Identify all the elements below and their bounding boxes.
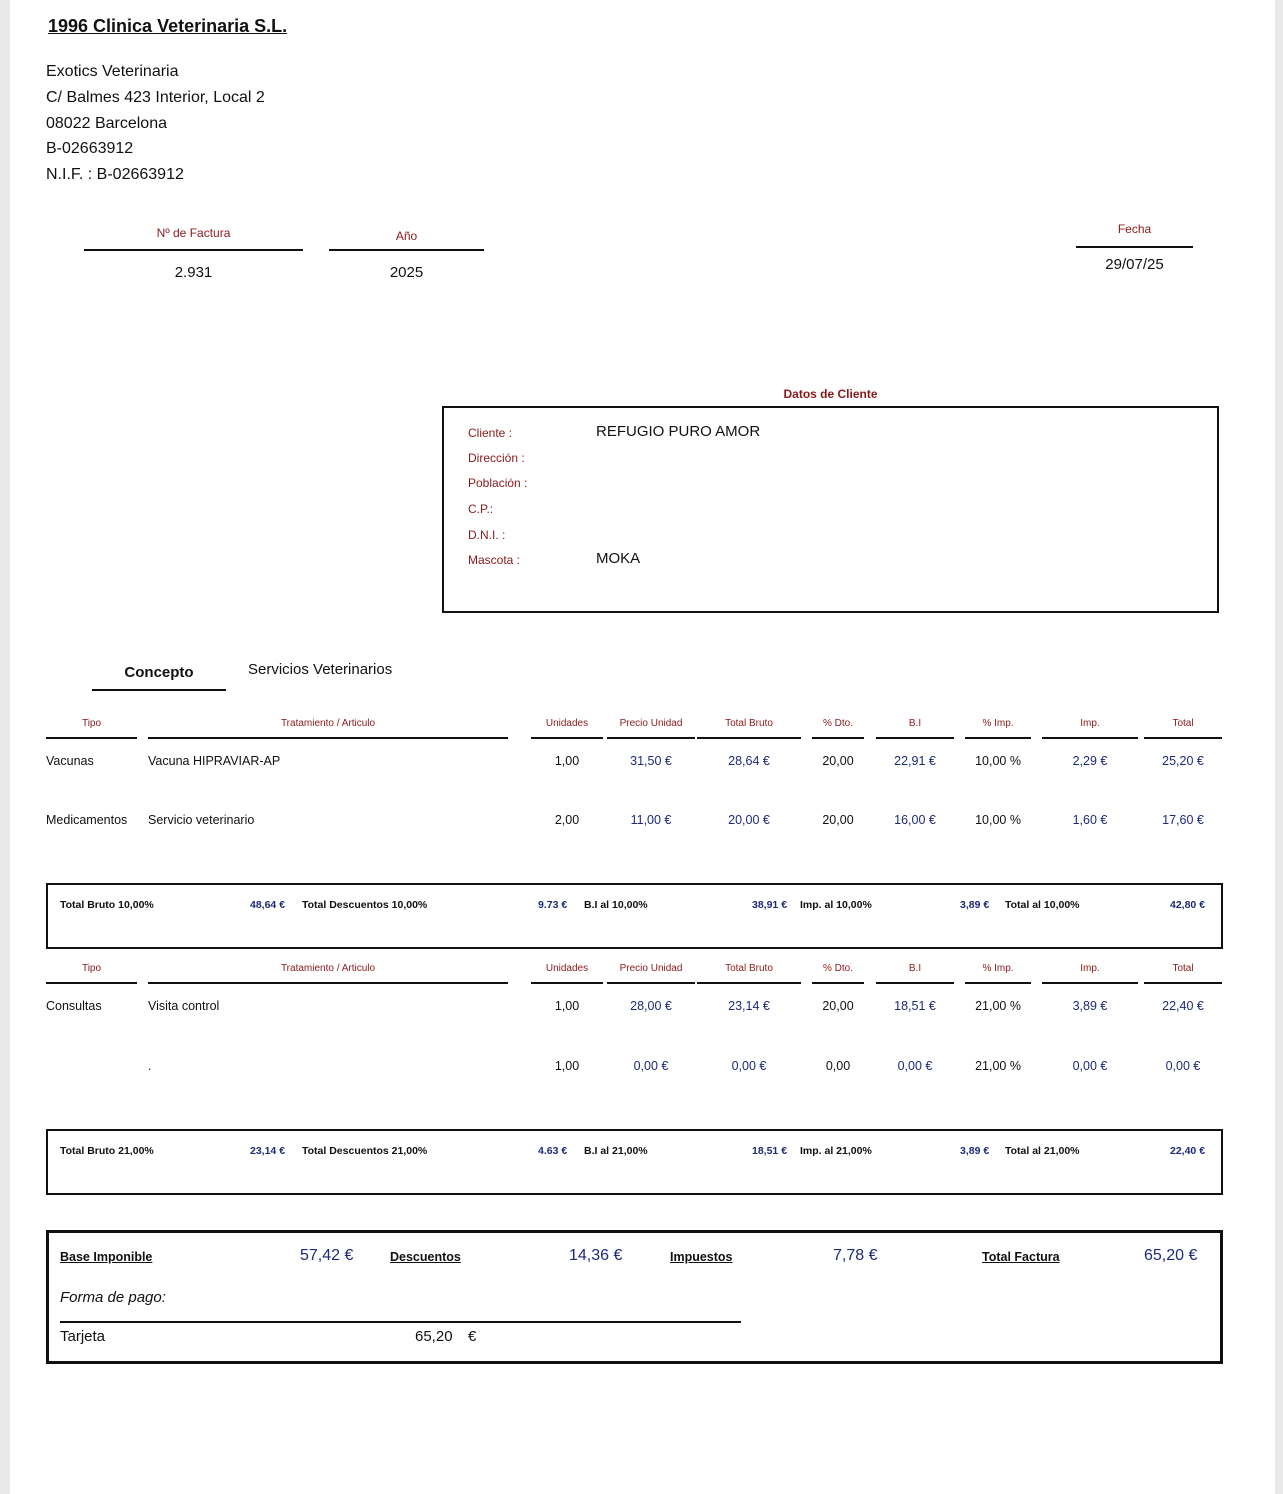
summary-bruto-label: Total Bruto 21,00% — [60, 1145, 154, 1157]
client-section-title: Datos de Cliente — [783, 387, 878, 401]
invoice-date-rule — [1076, 246, 1193, 248]
column-header-rule — [1144, 737, 1222, 739]
table-cell: 20,00 — [822, 754, 854, 768]
company-line: 08022 Barcelona — [46, 115, 167, 132]
table-cell: 21,00 % — [975, 1059, 1021, 1073]
client-name: REFUGIO PURO AMOR — [596, 423, 761, 440]
table-cell: Consultas — [46, 999, 102, 1013]
summary-bi-label: B.I al 21,00% — [584, 1145, 648, 1157]
descuentos-label: Descuentos — [390, 1250, 461, 1264]
table-cell: Visita control — [148, 999, 220, 1013]
table-cell: 10,00 % — [975, 754, 1021, 768]
summary-bi-value: 38,91 € — [752, 899, 788, 911]
table-cell: 28,00 € — [630, 999, 672, 1013]
column-header-rule — [876, 982, 954, 984]
payment-method: Tarjeta — [60, 1328, 106, 1345]
table-cell: 0,00 € — [633, 1059, 669, 1073]
impuestos-label: Impuestos — [670, 1250, 733, 1264]
impuestos-value: 7,78 € — [833, 1247, 878, 1264]
summary-bruto-label: Total Bruto 10,00% — [60, 899, 154, 911]
column-header-rule — [697, 737, 801, 739]
column-header-rule — [1042, 737, 1138, 739]
column-header: Total — [1172, 963, 1194, 974]
column-header-rule — [148, 982, 508, 984]
table-cell: 22,91 € — [894, 754, 936, 768]
concept-label: Concepto — [124, 664, 194, 681]
column-header-rule — [46, 982, 137, 984]
table-cell: Vacuna HIPRAVIAR-AP — [148, 754, 281, 768]
summary-descuentos-label: Total Descuentos 21,00% — [302, 1145, 428, 1157]
column-header: Tipo — [81, 718, 102, 729]
table-cell: 1,00 — [554, 754, 580, 768]
summary-descuentos-value: 4.63 € — [538, 1145, 568, 1157]
summary-bi-label: B.I al 10,00% — [584, 899, 648, 911]
invoice-date-label: Fecha — [1117, 222, 1152, 236]
column-header: Unidades — [545, 718, 589, 729]
table-cell: 2,29 € — [1072, 754, 1108, 768]
column-header: Tipo — [81, 963, 102, 974]
column-header-rule — [148, 737, 508, 739]
column-header: Precio Unidad — [619, 718, 683, 729]
city-label: Población : — [468, 476, 528, 490]
table-cell: 1,00 — [554, 1059, 580, 1073]
group-summary-box — [46, 1129, 1223, 1195]
table-cell: 11,00 € — [630, 813, 672, 827]
column-header-rule — [876, 737, 954, 739]
table-cell: 0,00 € — [731, 1059, 767, 1073]
invoice-date: 29/07/25 — [1105, 256, 1164, 273]
table-cell: 20,00 — [822, 999, 854, 1013]
column-header-rule — [531, 737, 603, 739]
column-header: Total — [1172, 718, 1194, 729]
invoice-year: 2025 — [389, 264, 424, 281]
column-header: % Imp. — [982, 718, 1014, 729]
table-cell: 22,40 € — [1162, 999, 1204, 1013]
company-line: N.I.F. : B-02663912 — [46, 166, 184, 183]
total-factura-label: Total Factura — [982, 1250, 1060, 1264]
base-imponible-value: 57,42 € — [300, 1247, 354, 1264]
table-cell: 0,00 — [825, 1059, 851, 1073]
table-cell: 23,14 € — [728, 999, 770, 1013]
address-label: Dirección : — [468, 451, 525, 465]
column-header-rule — [46, 737, 137, 739]
summary-descuentos-value: 9.73 € — [538, 899, 568, 911]
pet-name: MOKA — [596, 550, 641, 567]
postal-code-label: C.P.: — [468, 502, 494, 516]
total-factura-value: 65,20 € — [1144, 1247, 1198, 1264]
table-cell: 17,60 € — [1162, 813, 1204, 827]
table-cell: 31,50 € — [630, 754, 672, 768]
column-header: % Dto. — [822, 718, 853, 729]
column-header: % Dto. — [822, 963, 853, 974]
column-header-rule — [812, 737, 864, 739]
descuentos-value: 14,36 € — [569, 1247, 623, 1264]
invoice-year-rule — [329, 249, 484, 251]
column-header-rule — [1042, 982, 1138, 984]
table-cell: 16,00 € — [894, 813, 936, 827]
column-header: Total Bruto — [725, 963, 773, 974]
company-line: C/ Balmes 423 Interior, Local 2 — [46, 89, 265, 106]
client-label: Cliente : — [468, 426, 513, 440]
column-header: Precio Unidad — [619, 963, 683, 974]
summary-bi-value: 18,51 € — [752, 1145, 788, 1157]
table-cell: 0,00 € — [1072, 1059, 1108, 1073]
dni-label: D.N.I. : — [468, 528, 506, 542]
company-title: 1996 Clinica Veterinaria S.L. — [48, 16, 288, 36]
concept-rule — [92, 689, 226, 691]
summary-total-value: 22,40 € — [1170, 1145, 1206, 1157]
table-cell: 28,64 € — [728, 754, 770, 768]
table-cell: 2,00 — [554, 813, 580, 827]
company-line: Exotics Veterinaria — [46, 63, 179, 80]
concept-value: Servicios Veterinarios — [248, 661, 393, 678]
invoice-number-label: Nº de Factura — [156, 226, 231, 240]
payment-amount: 65,20 — [415, 1328, 453, 1345]
column-header: % Imp. — [982, 963, 1014, 974]
column-header: B.I — [908, 718, 922, 729]
column-header-rule — [607, 982, 695, 984]
table-cell: 0,00 € — [897, 1059, 933, 1073]
column-header-rule — [812, 982, 864, 984]
column-header: Total Bruto — [725, 718, 773, 729]
table-cell: 21,00 % — [975, 999, 1021, 1013]
table-cell: . — [148, 1059, 152, 1073]
summary-total-value: 42,80 € — [1170, 899, 1206, 911]
summary-descuentos-label: Total Descuentos 10,00% — [302, 899, 428, 911]
column-header: Imp. — [1080, 718, 1100, 729]
summary-imp-label: Imp. al 21,00% — [800, 1145, 872, 1157]
column-header-rule — [965, 982, 1031, 984]
summary-total-label: Total al 10,00% — [1005, 899, 1080, 911]
summary-imp-label: Imp. al 10,00% — [800, 899, 872, 911]
invoice-number: 2.931 — [174, 264, 213, 281]
column-header: Tratamiento / Articulo — [280, 963, 376, 974]
company-line: B-02663912 — [46, 140, 134, 157]
table-cell: 1,00 — [554, 999, 580, 1013]
summary-imp-value: 3,89 € — [960, 1145, 990, 1157]
column-header: Imp. — [1080, 963, 1100, 974]
column-header-rule — [607, 737, 695, 739]
pet-label: Mascota : — [468, 553, 521, 567]
table-cell: 0,00 € — [1165, 1059, 1201, 1073]
base-imponible-label: Base Imponible — [60, 1250, 153, 1264]
table-cell: 18,51 € — [894, 999, 936, 1013]
table-cell: 20,00 € — [728, 813, 770, 827]
table-cell: Servicio veterinario — [148, 813, 255, 827]
table-cell: 10,00 % — [975, 813, 1021, 827]
table-cell: Vacunas — [46, 754, 94, 768]
table-cell: 20,00 — [822, 813, 854, 827]
payment-method-label: Forma de pago: — [60, 1289, 166, 1306]
payment-rule — [60, 1321, 741, 1323]
column-header-rule — [531, 982, 603, 984]
table-cell: Medicamentos — [46, 813, 128, 827]
summary-imp-value: 3,89 € — [960, 899, 990, 911]
summary-total-label: Total al 21,00% — [1005, 1145, 1080, 1157]
client-box — [442, 406, 1219, 613]
column-header: Tratamiento / Articulo — [280, 718, 376, 729]
invoice-year-label: Año — [395, 229, 418, 243]
column-header-rule — [1144, 982, 1222, 984]
payment-currency: € — [468, 1328, 477, 1345]
column-header-rule — [965, 737, 1031, 739]
table-cell: 1,60 € — [1072, 813, 1108, 827]
table-cell: 3,89 € — [1072, 999, 1108, 1013]
invoice-number-rule — [84, 249, 303, 251]
column-header-rule — [697, 982, 801, 984]
column-header: B.I — [908, 963, 922, 974]
table-cell: 25,20 € — [1162, 754, 1204, 768]
summary-bruto-value: 23,14 € — [250, 1145, 286, 1157]
invoice-page — [10, 0, 1275, 1494]
group-summary-box — [46, 883, 1223, 949]
column-header: Unidades — [545, 963, 589, 974]
summary-bruto-value: 48,64 € — [250, 899, 286, 911]
